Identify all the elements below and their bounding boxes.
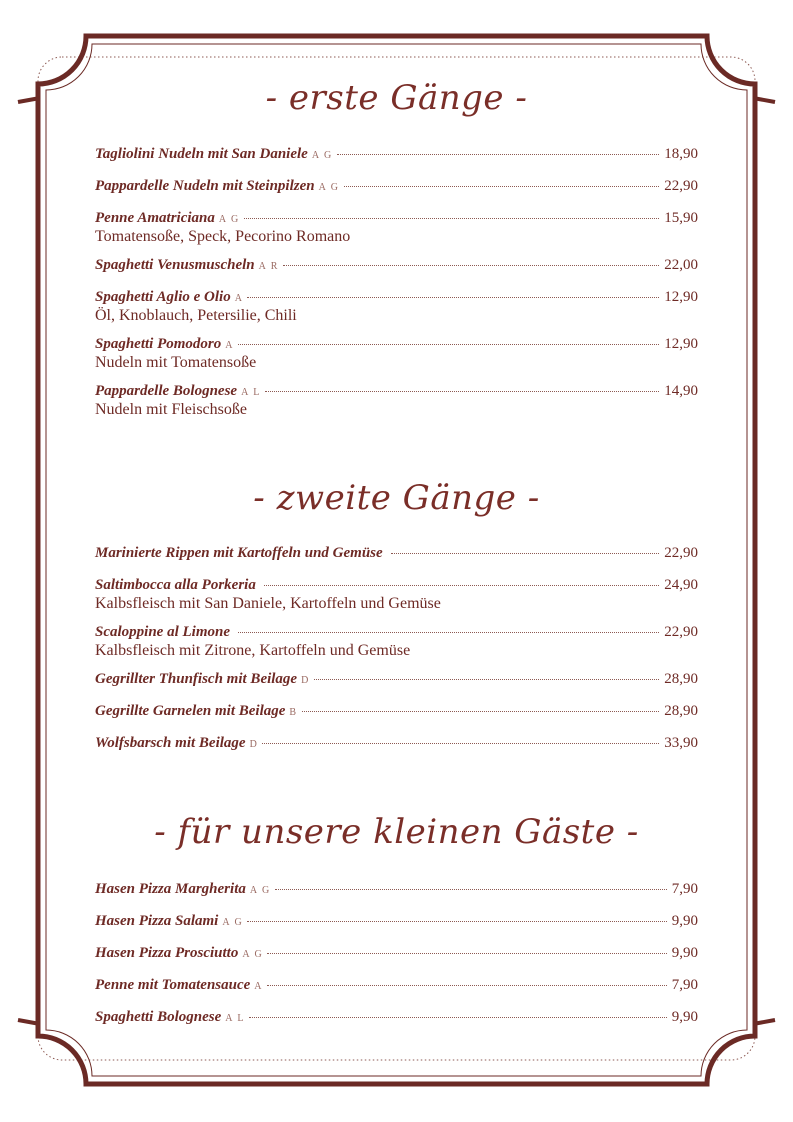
- section-title-erste-gaenge: - erste Gänge -: [265, 78, 528, 118]
- allergen-codes: A G: [242, 949, 264, 960]
- dot-leader: [264, 584, 659, 586]
- dot-leader: [267, 952, 666, 954]
- dot-leader: [244, 217, 659, 219]
- menu-item: [95, 383, 698, 419]
- dot-leader: [391, 552, 660, 554]
- dish-name: Pappardelle Nudeln mit Steinpilzen: [95, 178, 315, 194]
- dish-price: 22,90: [664, 545, 698, 561]
- dish-description: Kalbsfleisch mit San Daniele, Kartoffeln und Gemüse: [95, 595, 441, 612]
- allergen-codes: A G: [318, 182, 340, 193]
- dot-leader: [247, 920, 666, 922]
- dish-name: Penne mit Tomatensauce: [95, 977, 251, 993]
- allergen-codes: A: [234, 293, 244, 304]
- allergen-codes: A L: [225, 1013, 246, 1024]
- menu-item: [95, 945, 698, 962]
- dot-leader: [337, 153, 660, 155]
- menu-item: [95, 146, 698, 163]
- dish-name: Tagliolini Nudeln mit San Daniele: [95, 146, 308, 162]
- dot-leader: [247, 296, 659, 298]
- menu-item: [95, 1009, 698, 1026]
- dish-price: 24,90: [664, 577, 698, 593]
- dot-leader: [265, 390, 659, 392]
- menu-item: [95, 545, 698, 562]
- allergen-codes: D: [301, 675, 310, 686]
- dish-description: Kalbsfleisch mit Zitrone, Kartoffeln und Gemüse: [95, 642, 411, 659]
- dish-description: Tomatensoße, Speck, Pecorino Romano: [95, 228, 351, 245]
- menu-item: [95, 703, 698, 720]
- menu-item: [95, 977, 698, 994]
- menu-item: [95, 735, 698, 752]
- dish-price: 9,90: [671, 1009, 698, 1025]
- dish-name: Wolfsbarsch mit Beilage: [95, 735, 246, 751]
- dish-price: 9,90: [671, 945, 698, 961]
- dish-name: Hasen Pizza Prosciutto: [95, 945, 239, 961]
- dish-name: Marinierte Rippen mit Kartoffeln und Gemüse: [95, 545, 383, 561]
- section-title-kleine-gaeste: - für unsere kleinen Gäste -: [154, 812, 639, 852]
- dot-leader: [267, 984, 667, 986]
- dish-name: Spaghetti Venusmuscheln: [95, 257, 255, 273]
- dish-name: Spaghetti Pomodoro: [95, 336, 222, 352]
- dish-name: Spaghetti Bolognese: [95, 1009, 222, 1025]
- dish-price: 7,90: [671, 881, 698, 897]
- dot-leader: [302, 710, 660, 712]
- dish-price: 12,90: [664, 336, 698, 352]
- allergen-codes: A G: [218, 214, 240, 225]
- allergen-codes: D: [249, 739, 259, 750]
- dish-name: Saltimbocca alla Porkeria: [95, 577, 256, 593]
- dot-leader: [344, 185, 660, 187]
- dish-name: Spaghetti Aglio e Olio: [95, 289, 231, 305]
- dish-price: 22,90: [664, 624, 698, 640]
- dish-name: Scaloppine al Limone: [95, 624, 230, 640]
- dish-price: 7,90: [671, 977, 698, 993]
- menu-list-kleine-gaeste: [95, 881, 698, 1026]
- dot-leader: [238, 631, 659, 633]
- dish-name: Hasen Pizza Margherita: [95, 881, 246, 897]
- dot-leader: [275, 888, 667, 890]
- allergen-codes: A G: [222, 917, 244, 928]
- dish-price: 33,90: [664, 735, 698, 751]
- dish-price: 22,90: [664, 178, 698, 194]
- dish-description: Nudeln mit Fleischsoße: [95, 401, 247, 418]
- menu-item: [95, 671, 698, 688]
- dish-price: 12,90: [664, 289, 698, 305]
- dish-price: 14,90: [664, 383, 698, 399]
- dish-price: 28,90: [664, 671, 698, 687]
- menu-item: [95, 257, 698, 274]
- menu-item: [95, 577, 698, 613]
- allergen-codes: A G: [249, 885, 271, 896]
- menu-item: [95, 881, 698, 898]
- menu-item: [95, 913, 698, 930]
- dish-price: 15,90: [664, 210, 698, 226]
- dish-name: Pappardelle Bolognese: [95, 383, 238, 399]
- dot-leader: [238, 343, 659, 345]
- dot-leader: [314, 678, 659, 680]
- menu-item: [95, 289, 698, 325]
- section-title-zweite-gaenge: - zweite Gänge -: [253, 478, 540, 518]
- allergen-codes: A: [254, 981, 264, 992]
- allergen-codes: A L: [241, 387, 261, 398]
- dot-leader: [249, 1016, 667, 1018]
- dish-name: Gegrillter Thunfisch mit Beilage: [95, 671, 298, 687]
- menu-item: [95, 336, 698, 372]
- allergen-codes: A: [225, 340, 234, 351]
- menu-list-erste-gaenge: [95, 146, 698, 419]
- dish-description: Nudeln mit Tomatensoße: [95, 354, 257, 371]
- dish-name: Gegrillte Garnelen mit Beilage: [95, 703, 286, 719]
- menu-list-zweite-gaenge: [95, 545, 698, 752]
- dish-price: 22,00: [664, 257, 698, 273]
- dot-leader: [262, 742, 659, 744]
- allergen-codes: B: [289, 707, 298, 718]
- dot-leader: [283, 264, 659, 266]
- dish-name: Penne Amatriciana: [95, 210, 215, 226]
- dish-price: 18,90: [664, 146, 698, 162]
- allergen-codes: A R: [258, 261, 279, 272]
- dish-price: 9,90: [671, 913, 698, 929]
- allergen-codes: A G: [311, 150, 333, 161]
- dish-name: Hasen Pizza Salami: [95, 913, 219, 929]
- dish-price: 28,90: [664, 703, 698, 719]
- dish-description: Öl, Knoblauch, Petersilie, Chili: [95, 307, 297, 324]
- menu-item: [95, 178, 698, 195]
- menu-item: [95, 210, 698, 246]
- menu-item: [95, 624, 698, 660]
